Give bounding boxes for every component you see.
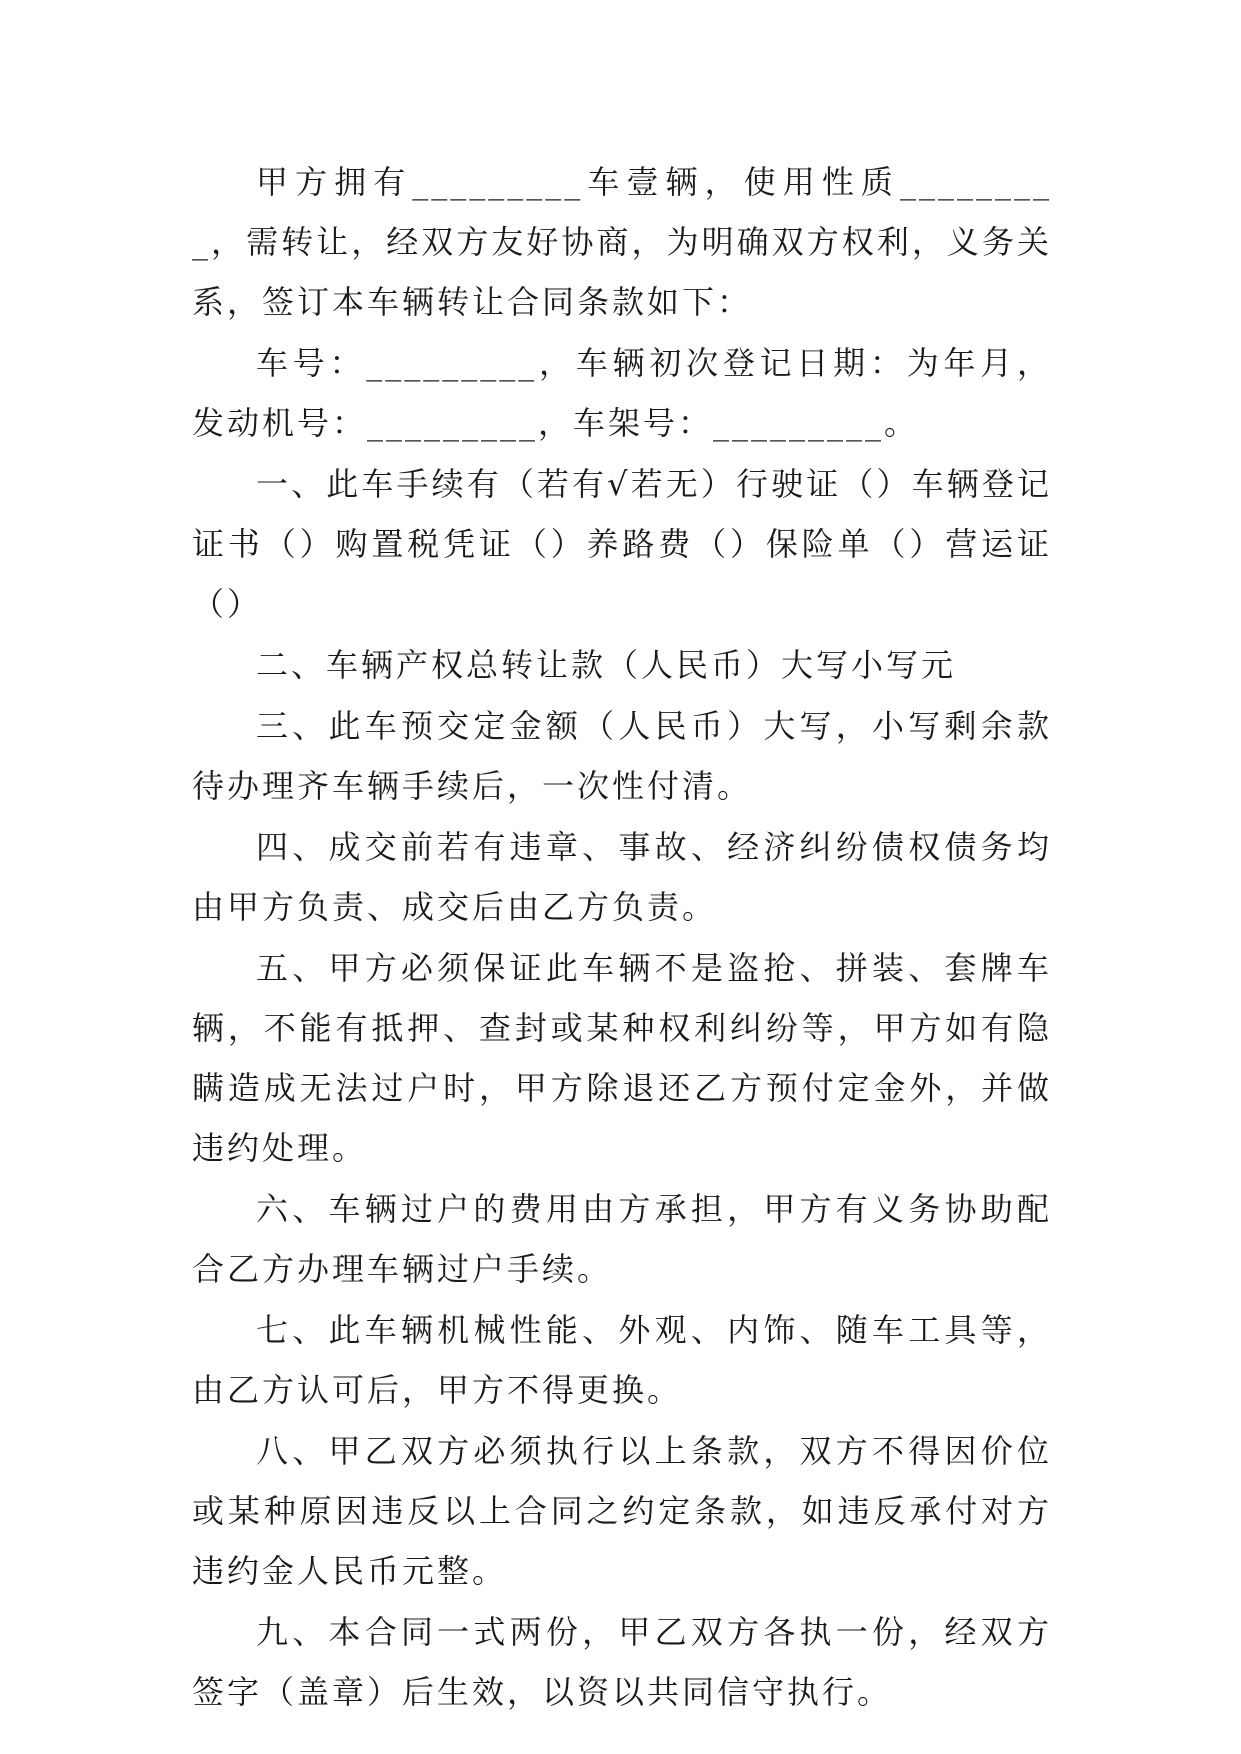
paragraph-clause-2: 二、车辆产权总转让款（人民币）大写小写元 [256,646,957,684]
paragraph-clause-3: 三、此车预交定金额（人民币）大写，小写剩余款待办理齐车辆手续后，一次性付清。 [192,707,1052,805]
paragraph-intro: 甲方拥有_________车壹辆，使用性质_________，需转让，经双方友好协商，为明确双方权利，义务关系，签订本车辆转让合同条款如下： [192,163,1052,321]
paragraph-clause-6: 六、车辆过户的费用由方承担，甲方有义务协助配合乙方办理车辆过户手续。 [192,1190,1052,1288]
paragraph-clause-7: 七、此车辆机械性能、外观、内饰、随车工具等，由乙方认可后，甲方不得更换。 [192,1311,1052,1409]
paragraph-clause-1: 一、此车手续有（若有√若无）行驶证（）车辆登记证书（）购置税凭证（）养路费（）保险单（）营运证（） [192,465,1052,623]
contract-body [192,152,1052,1723]
paragraph-clause-4: 四、成交前若有违章、事故、经济纠纷债权债务均由甲方负责、成交后由乙方负责。 [192,828,1052,926]
paragraph-clause-9: 九、本合同一式两份，甲乙双方各执一份，经双方签字（盖章）后生效，以资以共同信守执行。 [192,1613,1052,1711]
paragraph-vehicle-info: 车号：_________，车辆初次登记日期：为年月，发动机号：_________，车架号：_________。 [192,344,1052,442]
paragraph-clause-8: 八、甲乙双方必须执行以上条款，双方不得因价位或某种原因违反以上合同之约定条款，如违反承付对方违约金人民币元整。 [192,1432,1052,1590]
paragraph-clause-5: 五、甲方必须保证此车辆不是盗抢、拼装、套牌车辆，不能有抵押、查封或某种权利纠纷等，甲方如有隐瞒造成无法过户时，甲方除退还乙方预付定金外，并做违约处理。 [192,949,1052,1167]
